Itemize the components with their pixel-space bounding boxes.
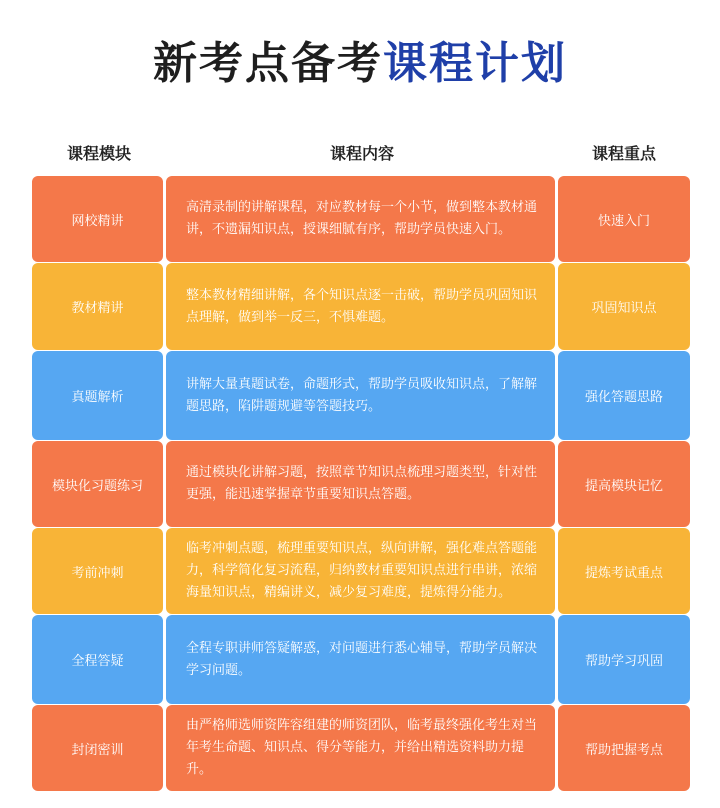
focus-cell: 快速入门 bbox=[558, 176, 690, 262]
module-cell: 模块化习题练习 bbox=[32, 441, 163, 527]
table-row bbox=[32, 705, 690, 791]
page-title bbox=[0, 36, 720, 92]
module-cell: 封闭密训 bbox=[32, 705, 163, 791]
page-title-accent: 课程计划 bbox=[383, 38, 567, 89]
module-cell: 网校精讲 bbox=[32, 176, 163, 262]
module-cell: 真题解析 bbox=[32, 351, 163, 440]
content-cell: 由严格师选师资阵容组建的师资团队，临考最终强化考生对当年考生命题、知识点、得分等能力，并给出精选资料助力提升。 bbox=[166, 705, 555, 791]
content-cell: 通过模块化讲解习题，按照章节知识点梳理习题类型，针对性更强，能迅速掌握章节重要知识点答题。 bbox=[166, 441, 555, 527]
column-header-focus: 课程重点 bbox=[591, 144, 656, 163]
content-cell: 讲解大量真题试卷，命题形式，帮助学员吸收知识点，了解解题思路，陷阱题规避等答题技巧。 bbox=[166, 351, 555, 440]
column-header-content: 课程内容 bbox=[329, 144, 394, 163]
module-cell: 考前冲刺 bbox=[32, 528, 163, 614]
page-title-main: 新考点备考 bbox=[153, 38, 383, 89]
column-header-module: 课程模块 bbox=[66, 144, 131, 163]
content-cell: 高清录制的讲解课程，对应教材每一个小节，做到整本教材通讲，不遗漏知识点，授课细腻有序，帮助学员快速入门。 bbox=[166, 176, 555, 262]
table-row bbox=[32, 351, 690, 440]
table-row bbox=[32, 528, 690, 614]
focus-cell: 强化答题思路 bbox=[558, 351, 690, 440]
content-cell: 临考冲刺点题，梳理重要知识点，纵向讲解，强化难点答题能力，科学简化复习流程，归纳教材重要知识点进行串讲，浓缩海量知识点，精编讲义，减少复习难度，提炼得分能力。 bbox=[166, 528, 555, 614]
module-cell: 全程答疑 bbox=[32, 615, 163, 704]
module-cell: 教材精讲 bbox=[32, 263, 163, 350]
content-cell: 整本教材精细讲解，各个知识点逐一击破，帮助学员巩固知识点理解，做到举一反三，不惧难题。 bbox=[166, 263, 555, 350]
focus-cell: 巩固知识点 bbox=[558, 263, 690, 350]
focus-cell: 提高模块记忆 bbox=[558, 441, 690, 527]
table-row bbox=[32, 441, 690, 527]
content-cell: 全程专职讲师答疑解惑，对问题进行悉心辅导，帮助学员解决学习问题。 bbox=[166, 615, 555, 704]
focus-cell: 帮助把握考点 bbox=[558, 705, 690, 791]
course-plan-table bbox=[32, 176, 690, 792]
table-row bbox=[32, 615, 690, 704]
table-row bbox=[32, 176, 690, 262]
focus-cell: 帮助学习巩固 bbox=[558, 615, 690, 704]
table-row bbox=[32, 263, 690, 350]
focus-cell: 提炼考试重点 bbox=[558, 528, 690, 614]
